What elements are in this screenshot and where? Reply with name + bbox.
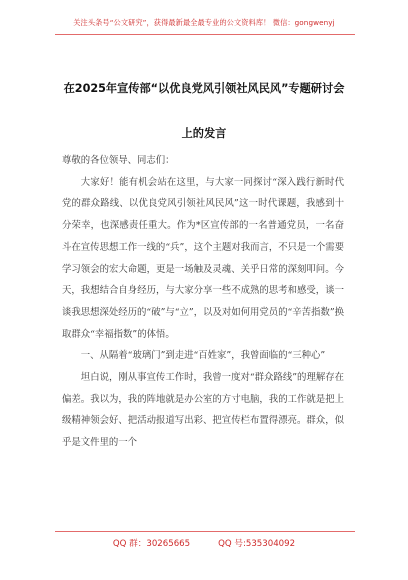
- salutation: 尊敬的各位领导、同志们：: [62, 155, 175, 166]
- header-divider: [55, 34, 355, 35]
- footer-qq-group: QQ 群：30265665: [112, 539, 191, 549]
- footer-qq-number: QQ 号:535304092: [218, 539, 296, 549]
- document-title-line2: 上的发言: [181, 127, 227, 140]
- section-heading-1: 一、从隔着“玻璃门”到走进“百姓家”，我曾面临的“三种心”: [80, 350, 326, 362]
- paragraph-intro: 大家好！能有机会站在这里，与大家一同探讨“深入践行新时代党的群众路线、以优良党风引领社风民风”这一时代课题，我感到十分荣幸，也深感责任重大。作为*区宣传部的一名普通党员，一名奋斗在宣传思想工作一线的“兵”，这个主题对我而言，不只是一个需要学习领会的宏大命题，更是一场触及灵魂、关乎日常的深刻叩问。今天，我想结合自身经历，与大家分享一些不成熟的思考和感受，谈一谈我思想深处经历的“破”与“立”，以及对如何用党员的“辛苦指数”换取群众“幸福指数”的体悟。: [62, 176, 344, 340]
- footer-divider: [55, 531, 355, 532]
- header-banner: 关注头条号“公文研究”，获得最新最全最专业的公文资料库！ 微信：gongwenyj: [73, 18, 335, 27]
- paragraph-section1: 坦白说，刚从事宣传工作时，我曾一度对“群众路线”的理解存在偏差。我以为，我的阵地就是办公室的方寸电脑，我的工作就是把上级精神领会好、把活动报道写出彩、把宣传栏布置得漂亮。群众，似乎是文件里的一个: [62, 372, 344, 449]
- document-title-line1: 在2025年宣传部“以优良党风引领社风民风”专题研讨会: [63, 82, 345, 95]
- document-body: [62, 150, 344, 454]
- footer-contact: [0, 537, 408, 549]
